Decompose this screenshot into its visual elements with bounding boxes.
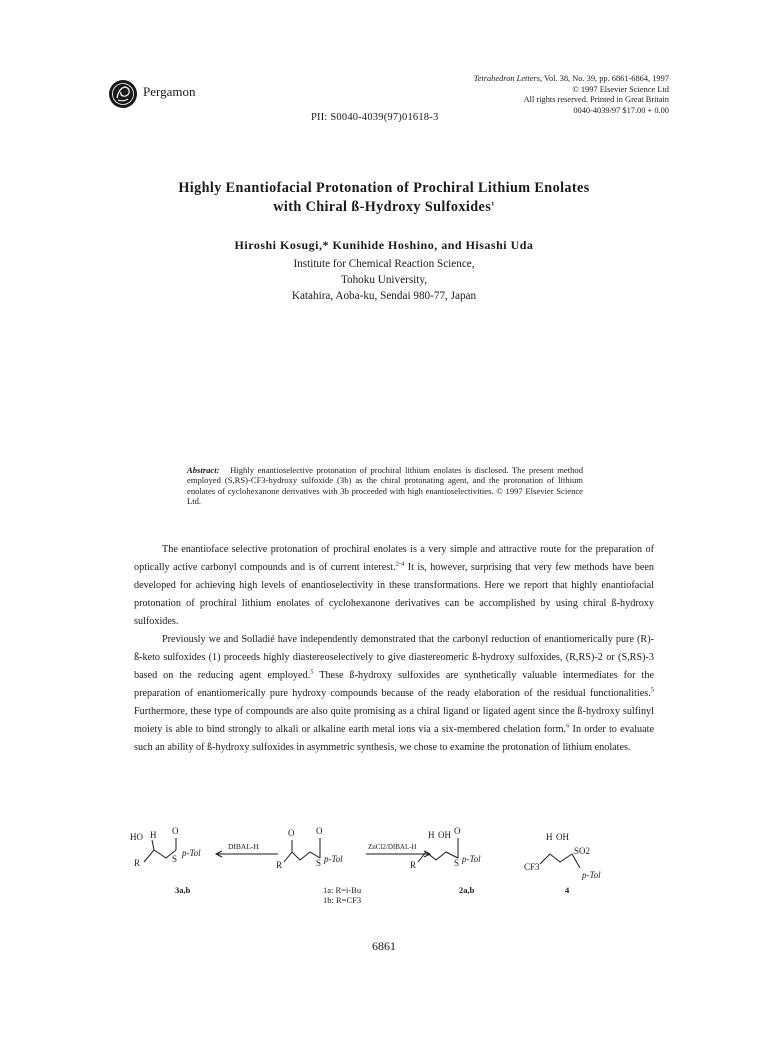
label-o: O: [172, 826, 179, 836]
label-r: R: [410, 860, 417, 870]
ref-marker: 6: [566, 722, 570, 730]
paragraph-2-text-b: These ß-hydroxy sulfoxides are synthetically valuable intermediates for the preparation of enantiomerically pure hydroxy compounds because of the ready elaboration of the residual functionalities.: [134, 670, 654, 699]
pergamon-logo-icon: [108, 79, 138, 109]
paragraph-2-text-c: Furthermore, these type of compounds are also quite promising as a chiral ligand or ligated agent since the ß-hydroxy sulfinyl moiety is able to bind strongly to alkali or alkaline earth metal ions via a six-membered chelation form.: [134, 688, 675, 735]
compound-label-2ab: 2a,b: [459, 885, 475, 895]
affiliation-line-1: Institute for Chemical Reaction Science,: [293, 258, 475, 270]
label-o: O: [454, 826, 461, 836]
structure-4-bond: [572, 854, 580, 868]
label-oh: OH: [438, 830, 451, 840]
journal-name: Tetrahedron Letters: [473, 74, 540, 83]
ref-marker: 5: [650, 686, 654, 694]
label-ptol: p-Tol: [324, 854, 343, 864]
citation-details: , Vol. 38, No. 39, pp. 6861-6864, 1997: [539, 74, 669, 83]
label-ho: HO: [130, 832, 143, 842]
label-s: S: [172, 854, 178, 864]
paragraph-1-text-b: It is, however, surprising that very few methods have been developed for achieving high levels of enantioselectivity in these transformations. Here we report that highly enantiofacial protonation of prochiral lithium enolates of cyclohexanone derivatives can be accomplished by using chiral ß-hydroxy sulfoxides.: [134, 562, 654, 627]
journal-citation: [474, 74, 669, 85]
structure-1-chain: [284, 852, 320, 862]
paragraph-2: [134, 631, 675, 757]
publisher-name: Pergamon: [143, 84, 196, 99]
label-o: O: [288, 828, 295, 838]
page-number: 6861: [372, 939, 396, 953]
structure-3ab-bond: [152, 840, 154, 850]
label-cf3: CF3: [524, 862, 540, 872]
paragraph-1-text-a: The enantioface selective protonation of prochiral enolates is a very simple and attractive route for the preparation of optically active carbonyl compounds and is of current interest.: [134, 544, 654, 573]
compound-label-3ab: 3a,b: [175, 885, 191, 895]
title-line-2: [0, 198, 768, 217]
label-h: H: [150, 830, 157, 840]
affiliation-line-3: Katahira, Aoba-ku, Sendai 980-77, Japan: [291, 290, 477, 302]
label-h: H: [546, 832, 553, 842]
label-r: R: [276, 860, 283, 870]
compound-label-1: [323, 885, 361, 905]
affiliation-line-2: Tohoku University,: [340, 274, 428, 286]
label-s: S: [454, 858, 460, 868]
paragraph-2-text-d: In order to evaluate such an ability of ß-hydroxy sulfoxides in asymmetric synthesis, we chose to examine the protonation of lithium enolates.: [134, 724, 655, 753]
reagent-zncl2: ZnCl2/DIBAL-H: [368, 843, 417, 851]
article-title: [0, 179, 768, 217]
issn-line: 0040-4039/97 $17.00 + 0.00: [573, 105, 669, 115]
abstract: [187, 465, 583, 507]
compound-label-4: 4: [565, 885, 570, 895]
label-oh: OH: [556, 832, 569, 842]
ref-marker: 2-4: [395, 560, 405, 568]
compound-label-1b: 1b: R=CF3: [323, 895, 362, 905]
paragraph-2-text-a: Previously we and Solladié have independently demonstrated that the carbonyl reduction of enantiomerically pure (R)-ß-keto sulfoxides (1) proceeds highly diastereoselectively to give diastereomeric ß-hydroxy sulfoxides, (R,RS)-2 or (S,RS)-3 based on the reducing agent employed.: [134, 634, 654, 681]
label-ptol: p-Tol: [462, 854, 481, 864]
rights-line: All rights reserved. Printed in Great Britain: [523, 95, 669, 105]
label-so2: SO2: [574, 846, 591, 856]
authors: Hiroshi Kosugi,* Kunihide Hoshino, and Hisashi Uda: [234, 238, 534, 252]
reagent-dibal: DIBAL-H: [228, 842, 259, 851]
journal-info: [474, 74, 669, 116]
structure-4-chain: [540, 854, 572, 864]
title-line-1: Highly Enantiofacial Protonation of Prochiral Lithium Enolates: [178, 180, 590, 196]
label-r: R: [134, 858, 141, 868]
affiliation: [0, 256, 768, 304]
abstract-label: Abstract:: [187, 465, 220, 475]
label-ptol: p-Tol: [582, 870, 601, 880]
title-footnote-ref: 1: [491, 200, 495, 208]
title-line-2-text: with Chiral ß-Hydroxy Sulfoxides: [273, 199, 492, 215]
reaction-scheme: [128, 810, 668, 910]
label-o: O: [316, 826, 323, 836]
paragraph-1: [134, 541, 654, 631]
ref-marker: 5: [310, 668, 314, 676]
compound-label-1a: 1a: R=i-Bu: [323, 885, 362, 895]
label-ptol: p-Tol: [182, 848, 201, 858]
abstract-text: Highly enantioselective protonation of prochiral lithium enolates is disclosed. The present method employed (S,RS)-CF3-hydroxy sulfoxide (3b) as the chiral protonating agent, and the protonation of lithium enolates of cyclohexanone derivatives with 3b proceeded with high enantioselectivities. © 1997 Elsevier Science Ltd.: [187, 465, 583, 507]
label-h: H: [428, 830, 435, 840]
body-text: [134, 541, 675, 757]
label-s: S: [316, 858, 322, 868]
copyright-line: © 1997 Elsevier Science Ltd: [572, 84, 669, 94]
pii-identifier: PII: S0040-4039(97)01618-3: [311, 112, 439, 123]
